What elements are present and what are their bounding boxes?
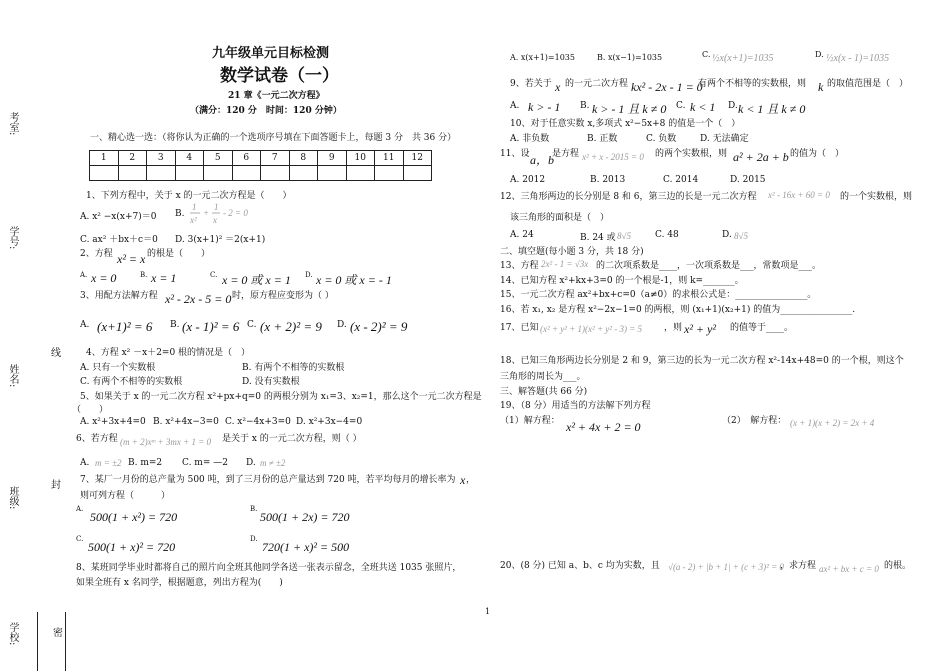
seal-char-line: 线	[51, 348, 61, 359]
q17-stem-prefix: 17、已知	[500, 323, 539, 333]
answer-card-header: 3	[147, 151, 176, 166]
q11-option-d: D. 2015	[730, 175, 766, 185]
q8-option-a: A. x(x+1)=1035	[510, 53, 575, 62]
q1-option-c: C. ax² ＋bx＋c＝0	[80, 235, 158, 245]
label-school: 学校:	[7, 622, 18, 646]
q11-stem-end: 的值为（ ）	[790, 149, 845, 159]
q11-option-a: A. 2012	[510, 175, 546, 185]
answer-cell[interactable]	[289, 166, 318, 181]
q5-stem: 5、如果关于 x 的一元二次方程 x²+px+q=0 的两根分别为 x₁=3、x₂=1，那么这个一元二次方程是	[80, 392, 482, 402]
q11-stem-suffix: 的两个实数根，则	[655, 149, 728, 159]
page-number: 1	[485, 607, 491, 616]
q9-variable-x: x	[555, 80, 561, 94]
q18-stem-line1: 18、已知三角形两边长分别是 2 和 9，第三边的长为一元二次方程 x²-14x+48=0 的一个根，则这个	[500, 356, 904, 366]
q1-option-b-formula	[188, 201, 248, 229]
q19-part1-label: （1）解方程：	[500, 416, 560, 426]
q7-option-c-label: C.	[76, 535, 84, 543]
q7-stem-line1: 7、某厂一月份的总产量为 500 吨，到了三月份的总产量达到 720 吨，若平均每月的增长率为	[80, 475, 456, 485]
q7-option-d-label: D.	[250, 535, 258, 543]
q11-stem-prefix: 11、设	[500, 149, 530, 159]
q3-option-a-label: A.	[80, 320, 90, 330]
label-name: 姓名:	[7, 364, 18, 388]
q2-option-d: x = 0 或 x = - 1	[316, 273, 392, 287]
q2-option-a: x = 0	[91, 271, 117, 285]
q11-option-c: C. 2014	[663, 175, 699, 185]
q4-stem: 4、方程 x² －x＋2=0 根的情况是（ ）	[86, 348, 251, 358]
q20-stem-suffix: 的根。	[884, 561, 912, 571]
q2-option-b: x = 1	[151, 271, 177, 285]
q12-stem-prefix: 12、三角形两边的长分别是 8 和 6，第三边的长是一元二次方程	[500, 192, 757, 202]
q1-option-d: D. 3(x+1)² ＝2(x+1)	[175, 235, 266, 245]
answer-cell[interactable]	[375, 166, 404, 181]
q8-stem-line2: 如果全班有 x 名同学，根据题意，列出方程为( )	[76, 578, 283, 588]
q12-option-c: C. 48	[655, 230, 679, 240]
minus-two-eq-zero: - 2 = 0	[223, 208, 248, 218]
q7-stem-line2: 则可列方程（ ）	[80, 491, 171, 501]
q10-option-b: B. 正数	[587, 134, 618, 144]
seal-char-secret: 密	[53, 628, 63, 639]
q1-option-b-label: B.	[175, 209, 185, 219]
answer-cell[interactable]	[175, 166, 204, 181]
q8-option-b: B. x(x−1)=1035	[597, 53, 663, 62]
q5-option-b: B. x²+4x−3=0	[153, 417, 219, 427]
q8-stem-line1: 8、某班同学毕业时都将自己的照片向全班其他同学各送一张表示留念，全班共送 1035 张照片，	[76, 563, 462, 573]
q13-equation: 2x² - 1 = √3x	[541, 259, 589, 269]
q6-option-d-label: D.	[246, 458, 256, 468]
page-title: 数学试卷（一）	[220, 66, 339, 86]
frac-2-num: 1	[214, 202, 219, 212]
q2-stem-prefix: 2、方程	[80, 249, 113, 259]
q3-equation: x² - 2x - 5 = 0	[165, 292, 232, 306]
plus-sign: +	[203, 208, 210, 218]
q14-stem: 14、已知方程 x²+kx+3=0 的一个根是-1，则 k=_______。	[500, 276, 744, 286]
q7-option-c: 500(1 + x)² = 720	[88, 540, 176, 554]
q19-part2-equation: (x + 1)(x + 2) = 2x + 4	[790, 418, 875, 428]
answer-card-header: 7	[261, 151, 290, 166]
q19-part1-equation: x² + 4x + 2 = 0	[566, 420, 641, 434]
q11-equation: x² + x - 2015 = 0	[582, 152, 644, 162]
q11-stem-mid: 是方程	[552, 149, 580, 159]
label-class: 班级:	[7, 486, 18, 510]
q7-option-d: 720(1 + x)² = 500	[262, 540, 350, 554]
answer-cell[interactable]	[232, 166, 261, 181]
q9-option-a: k > - 1	[528, 100, 561, 114]
q7-option-b: 500(1 + 2x) = 720	[260, 510, 350, 524]
answer-cell[interactable]	[318, 166, 347, 181]
q7-option-a: 500(1 + x²) = 720	[90, 510, 178, 524]
q3-option-c-label: C.	[247, 320, 257, 330]
answer-cell[interactable]	[403, 166, 432, 181]
q3-option-d: (x - 2)² = 9	[350, 319, 408, 334]
section1-title: 一、精心选一选：（将你认为正确的一个选项序号填在下面答题卡上，每题 3 分 共 36 分）	[90, 133, 457, 143]
q8-option-d-label: D.	[815, 50, 824, 59]
q17-stem-suffix: 的值等于____。	[730, 323, 794, 333]
q10-option-c: C. 负数	[646, 134, 677, 144]
q9-equation: kx² - 2x - 1 = 0	[631, 80, 703, 94]
q6-option-a: m = ±2	[95, 458, 122, 468]
q9-option-c: k < 1	[690, 100, 716, 114]
answer-card-header: 1	[90, 151, 119, 166]
q3-stem-suffix: 时，原方程应变形为（ ）	[232, 291, 334, 301]
chapter-title: 21 章《一元二次方程》	[228, 91, 325, 101]
q16-stem: 16、若 x₁, x₂ 是方程 x²−2x−1=0 的两根，则 (x₁+1)(x₂+1) 的值为________________.	[500, 305, 856, 315]
q4-option-a: A. 只有一个实数根	[80, 363, 156, 373]
q19-part2-label: （2） 解方程：	[722, 416, 787, 426]
q9-option-b: k > - 1 且 k ≠ 0	[592, 102, 667, 116]
q3-stem-prefix: 3、用配方法解方程	[80, 291, 158, 301]
q2-option-c-label: C.	[210, 271, 218, 279]
q11-expression: a² + 2a + b	[733, 150, 789, 164]
q1-stem: 1、下列方程中，关于 x 的一元二次方程是（ ）	[86, 191, 292, 201]
q3-option-b: (x - 1)² = 6	[182, 319, 240, 334]
q20-condition: √(a - 2) + |b + 1| + (c + 3)² = 0	[668, 562, 784, 572]
q4-option-d: D. 没有实数根	[242, 377, 300, 387]
q2-stem-suffix: 的根是（ ）	[147, 249, 211, 259]
q3-option-a: (x+1)² = 6	[97, 319, 153, 334]
q9-variable-k: k	[818, 80, 824, 94]
q17-stem-mid: ，则	[664, 323, 683, 333]
q9-option-d: k < 1 且 k ≠ 0	[738, 102, 806, 116]
frac-2-den: x	[213, 215, 217, 225]
q2-equation: x² = x	[117, 252, 146, 266]
q4-option-c: C. 有两个不相等的实数根	[80, 377, 183, 387]
q8-option-c: ½x(x+1)=1035	[712, 53, 774, 64]
answer-card-header: 5	[204, 151, 233, 166]
q4-option-b: B. 有两个不相等的实数根	[242, 363, 345, 373]
answer-card-header: 10	[346, 151, 375, 166]
q3-option-c: (x + 2)² = 9	[260, 319, 322, 334]
q6-stem-prefix: 6、若方程	[76, 434, 118, 444]
label-student-number: 学号:	[7, 226, 18, 250]
answer-card-header: 11	[375, 151, 404, 166]
q6-option-d: m ≠ ±2	[260, 458, 286, 468]
q12-option-d: 8√5	[734, 231, 748, 241]
q12-stem-line2: 该三角形的面积是（ ）	[510, 213, 610, 223]
answer-card-header: 2	[118, 151, 147, 166]
q6-option-c: C. m= —2	[182, 458, 228, 468]
binding-line-outer	[37, 612, 38, 671]
q3-option-b-label: B.	[170, 320, 180, 330]
answer-card-header: 4	[175, 151, 204, 166]
q20-stem-prefix: 20、(8 分) 已知 a、b、c 均为实数，且	[500, 561, 660, 571]
q13-stem-suffix: 的二次项系数是____，一次项系数是___，常数项是___。	[596, 261, 822, 271]
q9-stem-end: 的取值范围是（ ）	[827, 79, 909, 89]
answer-cell[interactable]	[204, 166, 233, 181]
q5-option-d: D. x²+3x−4=0	[296, 417, 363, 427]
q5-paren: （ ）	[72, 405, 109, 415]
q6-equation: (m + 2)xᵐ + 3mx + 1 = 0	[120, 437, 212, 447]
answer-cell[interactable]	[261, 166, 290, 181]
q15-stem: 15、一元二次方程 ax²+bx+c=0（a≠0）的求根公式是：________________。	[500, 290, 817, 300]
q9-stem-mid: 的一元二次方程	[565, 79, 629, 89]
q6-option-b: B. m=2	[128, 458, 163, 468]
q12-equation: x² - 16x + 60 = 0	[768, 190, 830, 200]
header-line1: 九年级单元目标检测	[212, 46, 330, 61]
q10-stem: 10、对于任意实数 x,多项式 x²−5x+8 的值是一个（ ）	[510, 119, 741, 129]
q12-option-b-label: B. 24 或	[580, 233, 616, 243]
q2-option-d-label: D.	[305, 271, 313, 279]
q7-comma: ，	[466, 475, 476, 485]
frac-1-den: x²	[190, 215, 197, 225]
q9-option-d-label: D.	[728, 101, 738, 111]
answer-cell[interactable]	[147, 166, 176, 181]
q2-option-a-label: A.	[80, 271, 88, 279]
binding-line-inner	[65, 612, 66, 671]
q12-stem-suffix: 的一个实数根，则	[840, 192, 913, 202]
label-exam-room: 考室:	[7, 112, 18, 136]
q11-option-b: B. 2013	[590, 175, 626, 185]
q6-stem-suffix: 是关于 x 的一元二次方程，则（ ）	[222, 434, 362, 444]
q7-variable-x: x	[460, 473, 466, 487]
q19-stem: 19、（8 分）用适当的方法解下列方程	[500, 401, 651, 411]
seal-char-seal: 封	[51, 480, 61, 491]
q9-stem-prefix: 9、若关于	[510, 79, 552, 89]
exam-meta: （满分：120 分 时间：120 分钟）	[190, 106, 342, 116]
q9-option-b-label: B.	[580, 101, 590, 111]
q20-equation: ax² + bx + c = 0	[819, 564, 879, 574]
section2-title: 二、填空题(每小题 3 分，共 18 分)	[500, 247, 644, 257]
q10-option-d: D. 无法确定	[700, 134, 749, 144]
answer-card-header: 9	[318, 151, 347, 166]
answer-cell[interactable]	[118, 166, 147, 181]
q17-expression: x² + y²	[684, 322, 716, 336]
q9-option-c-label: C.	[676, 101, 686, 111]
q8-option-c-label: C.	[702, 50, 711, 59]
q2-option-b-label: B.	[140, 271, 148, 279]
q17-equation: (x² + y² + 1)(x² + y² - 3) = 5	[540, 324, 643, 334]
q12-option-d-label: D.	[722, 230, 732, 240]
q7-option-b-label: B.	[250, 505, 258, 513]
q9-option-a-label: A.	[510, 101, 520, 111]
answer-cell[interactable]	[90, 166, 119, 181]
section3-title: 三、解答题(共 66 分)	[500, 387, 588, 397]
q6-option-a-label: A.	[80, 458, 90, 468]
q13-stem-prefix: 13、方程	[500, 261, 539, 271]
q2-option-c: x = 0 或 x = 1	[222, 273, 291, 287]
q10-option-a: A. 非负数	[510, 134, 550, 144]
q1-option-a: A. x² −x(x+7)＝0	[80, 212, 157, 222]
q20-stem-mid: ，求方程	[780, 561, 817, 571]
answer-card	[89, 150, 432, 181]
answer-card-header: 6	[232, 151, 261, 166]
q12-option-b: 8√5	[617, 231, 631, 241]
q3-option-d-label: D.	[337, 320, 347, 330]
q11-roots: a，b	[530, 153, 555, 167]
q9-stem-suffix: 有两个不相等的实数根，则	[698, 79, 807, 89]
answer-card-header: 12	[403, 151, 432, 166]
q7-option-a-label: A.	[76, 505, 84, 513]
q12-option-a: A. 24	[510, 230, 534, 240]
q5-option-c: C. x²−4x+3=0	[225, 417, 291, 427]
q18-stem-line2: 三角形的周长为___。	[500, 372, 586, 382]
q5-option-a: A. x²+3x+4=0	[80, 417, 146, 427]
frac-1-num: 1	[192, 202, 197, 212]
answer-card-header: 8	[289, 151, 318, 166]
q8-option-d: ½x(x - 1)=1035	[826, 53, 890, 64]
answer-cell[interactable]	[346, 166, 375, 181]
